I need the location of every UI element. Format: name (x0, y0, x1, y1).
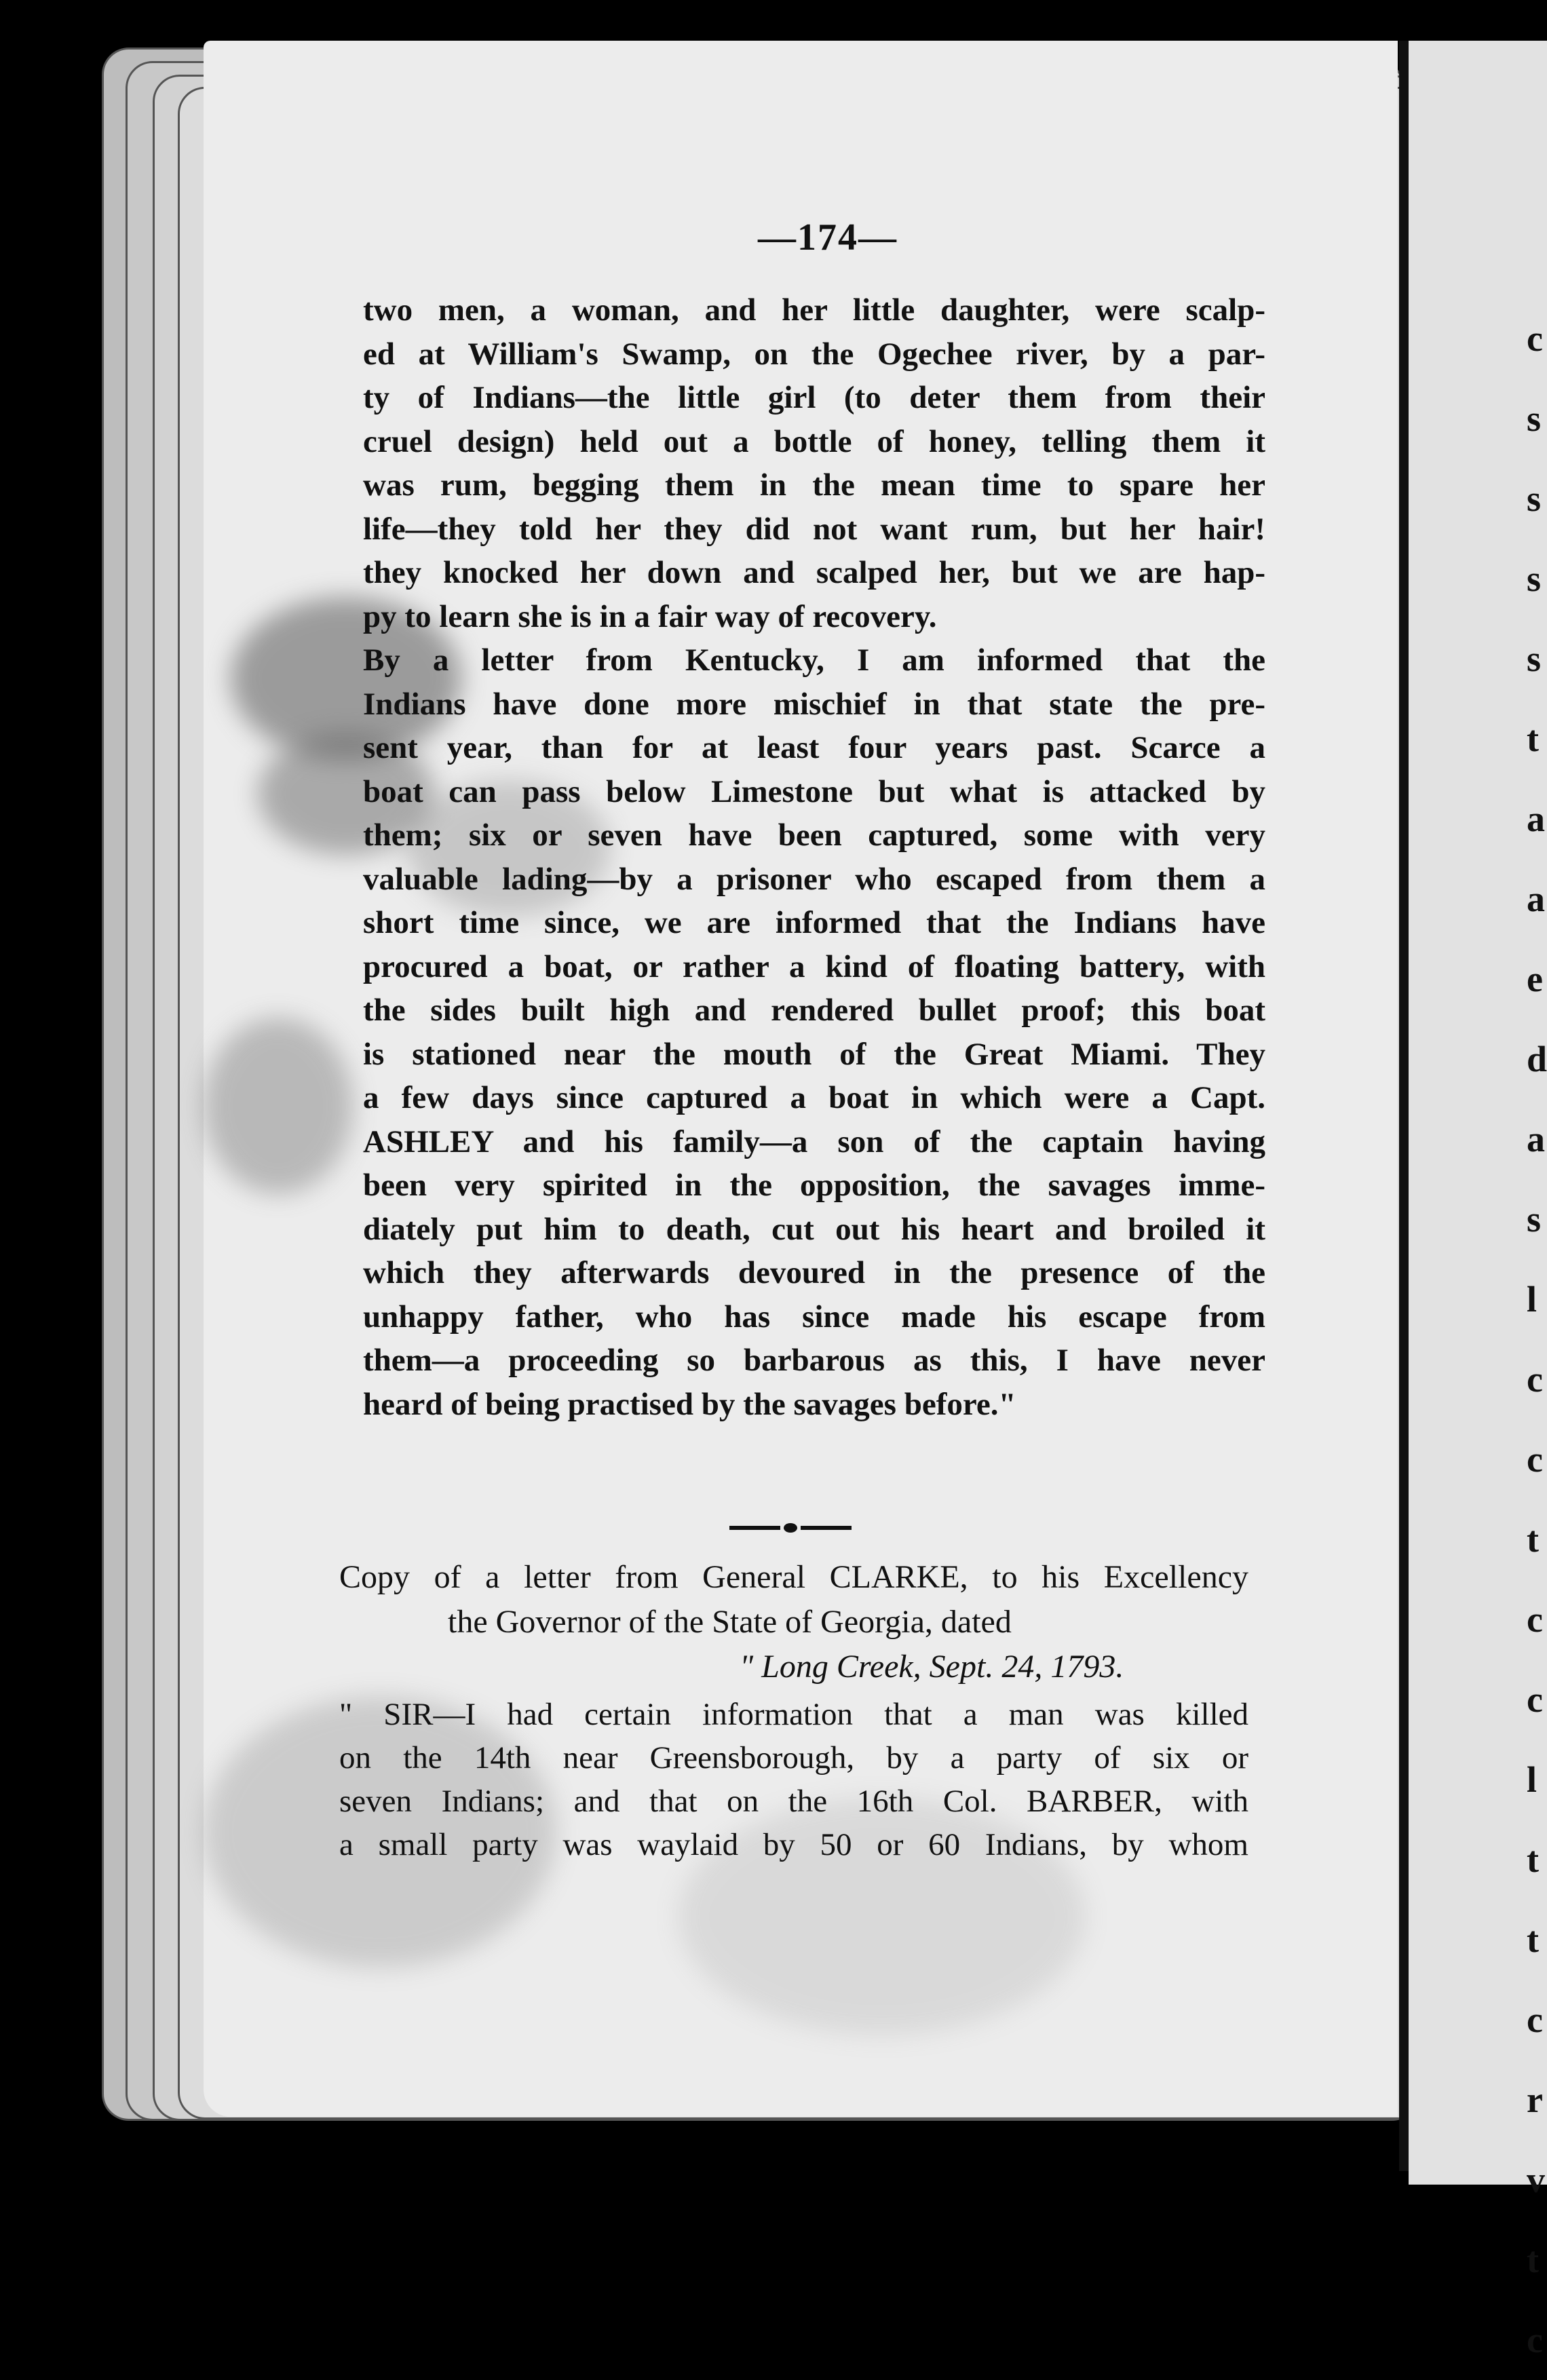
text-line: them; six or seven have been captured, some with very (363, 818, 1265, 853)
facing-page-letter: l (1527, 1759, 1538, 1800)
text-line: short time since, we are informed that the Indians have (363, 905, 1265, 940)
facing-page-letter: r (1527, 2079, 1543, 2120)
letter-heading-line: Copy of a letter from General CLARKE, to his Excellency (339, 1559, 1248, 1595)
section-ornament (729, 1521, 852, 1535)
text-line: they knocked her down and scalped her, but we are hap- (363, 555, 1265, 590)
facing-page-letter: a (1527, 879, 1545, 919)
page-number: —174— (758, 216, 898, 258)
text-line: boat can pass below Limestone but what is attacked by (363, 773, 1265, 809)
facing-page-letter: c (1527, 1359, 1543, 1400)
letter-heading-line: the Governor of the State of Georgia, dated (448, 1604, 1012, 1640)
text-line: sent year, than for at least four years past. Scarce a (363, 730, 1265, 765)
facing-page-letter: s (1527, 1199, 1542, 1240)
text-line: was rum, begging them in the mean time to spare her (363, 467, 1265, 503)
facing-page-letter: c (1527, 318, 1543, 359)
body-text (363, 288, 1265, 1426)
text-line: the sides built high and rendered bullet proof; this boat (363, 993, 1265, 1028)
text-line: them—a proceeding so barbarous as this, I have never (363, 1343, 1265, 1378)
facing-page-letter: c (1527, 1679, 1543, 1720)
facing-page-letter: c (1527, 1999, 1543, 2040)
text-line: which they afterwards devoured in the presence of the (363, 1255, 1265, 1290)
facing-page-letter: t (1527, 1839, 1539, 1880)
text-line: a small party was waylaid by 50 or 60 Indians, by whom (339, 1827, 1248, 1862)
letter-dateline: " Long Creek, Sept. 24, 1793. (740, 1649, 1124, 1685)
text-line: " SIR—I had certain information that a man was killed (339, 1697, 1248, 1732)
text-line: Indians have done more mischief in that state the pre- (363, 686, 1265, 722)
text-line: heard of being practised by the savages before." (363, 1386, 1016, 1422)
facing-page-letter: e (1527, 959, 1543, 999)
facing-page-letter: s (1527, 478, 1542, 519)
text-line: on the 14th near Greensborough, by a party of six or (339, 1740, 1248, 1776)
text-line: two men, a woman, and her little daughter, were scalp- (363, 292, 1265, 328)
ink-stain (204, 1018, 353, 1194)
facing-page-letter: t (1527, 1519, 1539, 1560)
facing-page-letter: s (1527, 398, 1542, 439)
letter-heading (339, 1555, 1248, 1689)
text-line: been very spirited in the opposition, the savages imme- (363, 1168, 1265, 1203)
facing-page-letters (1527, 299, 1547, 2380)
text-line: ty of Indians—the little girl (to deter them from their (363, 380, 1265, 415)
text-line: procured a boat, or rather a kind of floating battery, with (363, 948, 1265, 984)
text-line: a few days since captured a boat in which were a Capt. (363, 1080, 1265, 1115)
facing-page-letter: l (1527, 1279, 1538, 1320)
text-line: is stationed near the mouth of the Great Miami. They (363, 1036, 1265, 1072)
facing-page-letter: t (1527, 718, 1539, 759)
text-line: seven Indians; and that on the 16th Col. BARBER, with (339, 1784, 1248, 1819)
text-line: py to learn she is in a fair way of recovery. (363, 598, 937, 634)
text-line: ASHLEY and his family—a son of the captain having (363, 1124, 1265, 1159)
letter-body (339, 1693, 1248, 1866)
text-line: unhappy father, who has since made his escape from (363, 1299, 1265, 1335)
facing-page-letter: d (1527, 1039, 1547, 1079)
text-line: ed at William's Swamp, on the Ogechee river, by a par- (363, 336, 1265, 372)
facing-page-letter: s (1527, 558, 1542, 599)
facing-page-letter: c (1527, 2320, 1543, 2360)
text-line: life—they told her they did not want rum, but her hair! (363, 511, 1265, 547)
text-line: By a letter from Kentucky, I am informed that the (363, 642, 1265, 678)
facing-page-letter: c (1527, 1439, 1543, 1480)
facing-page-letter: s (1527, 638, 1542, 679)
facing-page-letter: a (1527, 799, 1545, 839)
page-gutter (1399, 41, 1409, 2171)
facing-page-letter: c (1527, 1599, 1543, 1640)
facing-page-letter: a (1527, 1119, 1545, 1159)
facing-page-letter: t (1527, 1919, 1539, 1960)
facing-page-letter: t (1527, 2240, 1539, 2280)
text-line: diately put him to death, cut out his heart and broiled it (363, 1211, 1265, 1247)
text-line: cruel design) held out a bottle of honey, telling them it (363, 423, 1265, 459)
text-line: valuable lading—by a prisoner who escaped from them a (363, 861, 1265, 897)
facing-page-letter: v (1527, 2160, 1545, 2200)
